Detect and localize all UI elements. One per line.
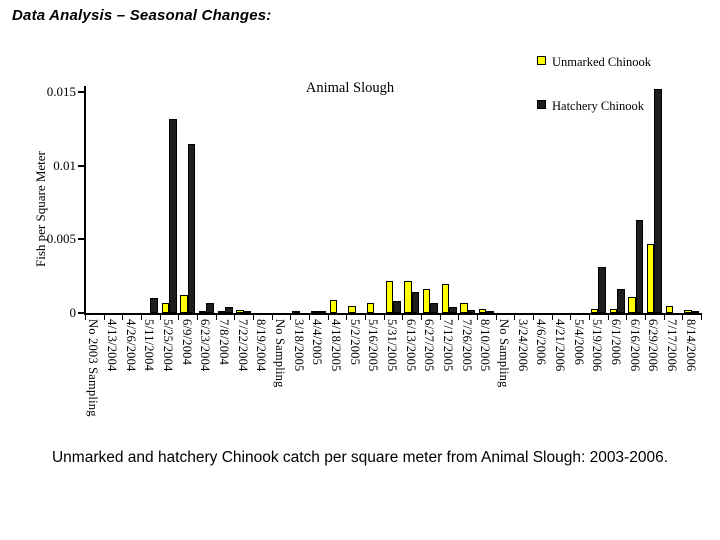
bar-hatchery-chinook — [617, 289, 625, 313]
bar-unmarked-chinook — [236, 310, 244, 313]
x-axis-category-label: 6/13/2005 — [404, 319, 418, 372]
bar-unmarked-chinook — [628, 297, 636, 313]
x-axis-tick — [701, 315, 702, 320]
bar-hatchery-chinook — [486, 311, 494, 313]
bar-unmarked-chinook — [180, 295, 188, 313]
y-axis-tick — [78, 312, 84, 314]
bar-hatchery-chinook — [468, 310, 476, 313]
y-axis-title: Fish per Square Meter — [33, 151, 48, 267]
bar-unmarked-chinook — [292, 311, 300, 313]
bar-hatchery-chinook — [412, 292, 420, 313]
bar-hatchery-chinook — [449, 307, 457, 313]
x-axis-category-label: 7/8/2004 — [217, 319, 231, 366]
bar-unmarked-chinook — [404, 281, 412, 313]
x-axis-category-label: 6/9/2004 — [180, 319, 194, 366]
x-axis-category-label: 4/21/2006 — [553, 319, 567, 372]
x-axis-line — [84, 313, 702, 315]
bar-unmarked-chinook — [442, 284, 450, 313]
slide-title: Data Analysis – Seasonal Changes: — [12, 7, 272, 24]
bar-unmarked-chinook — [666, 306, 674, 313]
legend-entry-hatchery — [537, 97, 644, 115]
bar-hatchery-chinook — [318, 311, 326, 313]
x-axis-category-label: 5/16/2005 — [366, 319, 380, 372]
bar-hatchery-chinook — [150, 298, 158, 313]
bar-hatchery-chinook — [206, 303, 214, 313]
bar-unmarked-chinook — [311, 311, 319, 313]
slide-caption: Unmarked and hatchery Chinook catch per square meter from Animal Slough: 2003-2006. — [51, 449, 669, 466]
x-axis-category-label: 6/16/2006 — [628, 319, 642, 372]
y-axis-tick — [78, 91, 84, 93]
x-axis-category-label: 6/27/2005 — [422, 319, 436, 372]
bar-unmarked-chinook — [610, 309, 618, 313]
bar-hatchery-chinook — [169, 119, 177, 313]
bar-unmarked-chinook — [367, 303, 375, 313]
x-axis-category-label: 5/4/2006 — [572, 319, 586, 366]
bar-unmarked-chinook — [199, 311, 207, 313]
bar-hatchery-chinook — [654, 89, 662, 313]
x-axis-category-label: 4/4/2005 — [310, 319, 324, 366]
x-axis-category-label: 7/12/2005 — [441, 319, 455, 372]
y-axis-tick — [78, 238, 84, 240]
bar-unmarked-chinook — [348, 306, 356, 313]
x-axis-category-label: 5/11/2004 — [142, 319, 156, 372]
bar-hatchery-chinook — [188, 144, 196, 313]
x-axis-category-label: 4/6/2006 — [534, 319, 548, 366]
y-axis-tick — [78, 165, 84, 167]
bar-hatchery-chinook — [244, 311, 252, 313]
x-axis-category-label: 5/19/2006 — [590, 319, 604, 372]
bar-hatchery-chinook — [430, 303, 438, 313]
x-axis-category-label: 7/17/2006 — [665, 319, 679, 372]
x-axis-category-label: 5/31/2005 — [385, 319, 399, 372]
x-axis-category-label: 6/23/2004 — [198, 319, 212, 372]
x-axis-category-label: 8/10/2005 — [478, 319, 492, 372]
x-axis-category-label: 4/18/2005 — [329, 319, 343, 372]
x-axis-category-label: 5/25/2004 — [161, 319, 175, 372]
bar-hatchery-chinook — [636, 220, 644, 313]
x-axis-category-label: 4/26/2004 — [124, 319, 138, 372]
bar-unmarked-chinook — [591, 309, 599, 313]
x-axis-category-label: No 2003 Sampling — [86, 319, 100, 417]
bar-hatchery-chinook — [393, 301, 401, 313]
bar-unmarked-chinook — [460, 303, 468, 313]
bar-hatchery-chinook — [225, 307, 233, 313]
y-axis-tick-label: 0.015 — [46, 84, 76, 99]
y-axis-tick-label: 0.01 — [53, 158, 76, 173]
bar-unmarked-chinook — [330, 300, 338, 313]
x-axis-category-label: 8/14/2006 — [684, 319, 698, 372]
x-axis-category-label: 7/22/2004 — [236, 319, 250, 372]
y-axis-line — [84, 86, 86, 315]
chart-title: Animal Slough — [305, 80, 395, 96]
x-axis-category-label: 6/1/2006 — [609, 319, 623, 366]
legend-entry-unmarked — [537, 53, 651, 71]
bar-hatchery-chinook — [692, 311, 700, 313]
bar-unmarked-chinook — [162, 303, 170, 313]
x-axis-category-label: 3/18/2005 — [292, 319, 306, 372]
bar-unmarked-chinook — [684, 310, 692, 313]
bar-unmarked-chinook — [647, 244, 655, 313]
x-axis-category-label: No Sampling — [273, 319, 287, 388]
x-axis-category-label: 8/19/2004 — [254, 319, 268, 372]
bar-hatchery-chinook — [598, 267, 606, 313]
y-axis-tick-label: 0.005 — [46, 231, 76, 246]
x-axis-category-label: 5/2/2005 — [348, 319, 362, 366]
legend-swatch-unmarked-icon — [537, 56, 546, 65]
x-axis-category-label: 3/24/2006 — [516, 319, 530, 372]
legend-label-unmarked: Unmarked Chinook — [552, 55, 651, 69]
legend-swatch-hatchery-icon — [537, 100, 546, 109]
bar-unmarked-chinook — [386, 281, 394, 313]
x-axis-category-label: No Sampling — [497, 319, 511, 388]
x-axis-category-label: 6/29/2006 — [646, 319, 660, 372]
x-axis-category-label: 4/13/2004 — [105, 319, 119, 372]
bar-unmarked-chinook — [423, 289, 431, 313]
y-axis-tick-label: 0 — [69, 305, 76, 320]
bar-unmarked-chinook — [218, 311, 226, 313]
bar-unmarked-chinook — [479, 309, 487, 313]
legend-label-hatchery: Hatchery Chinook — [552, 99, 644, 113]
x-axis-category-label: 7/26/2005 — [460, 319, 474, 372]
